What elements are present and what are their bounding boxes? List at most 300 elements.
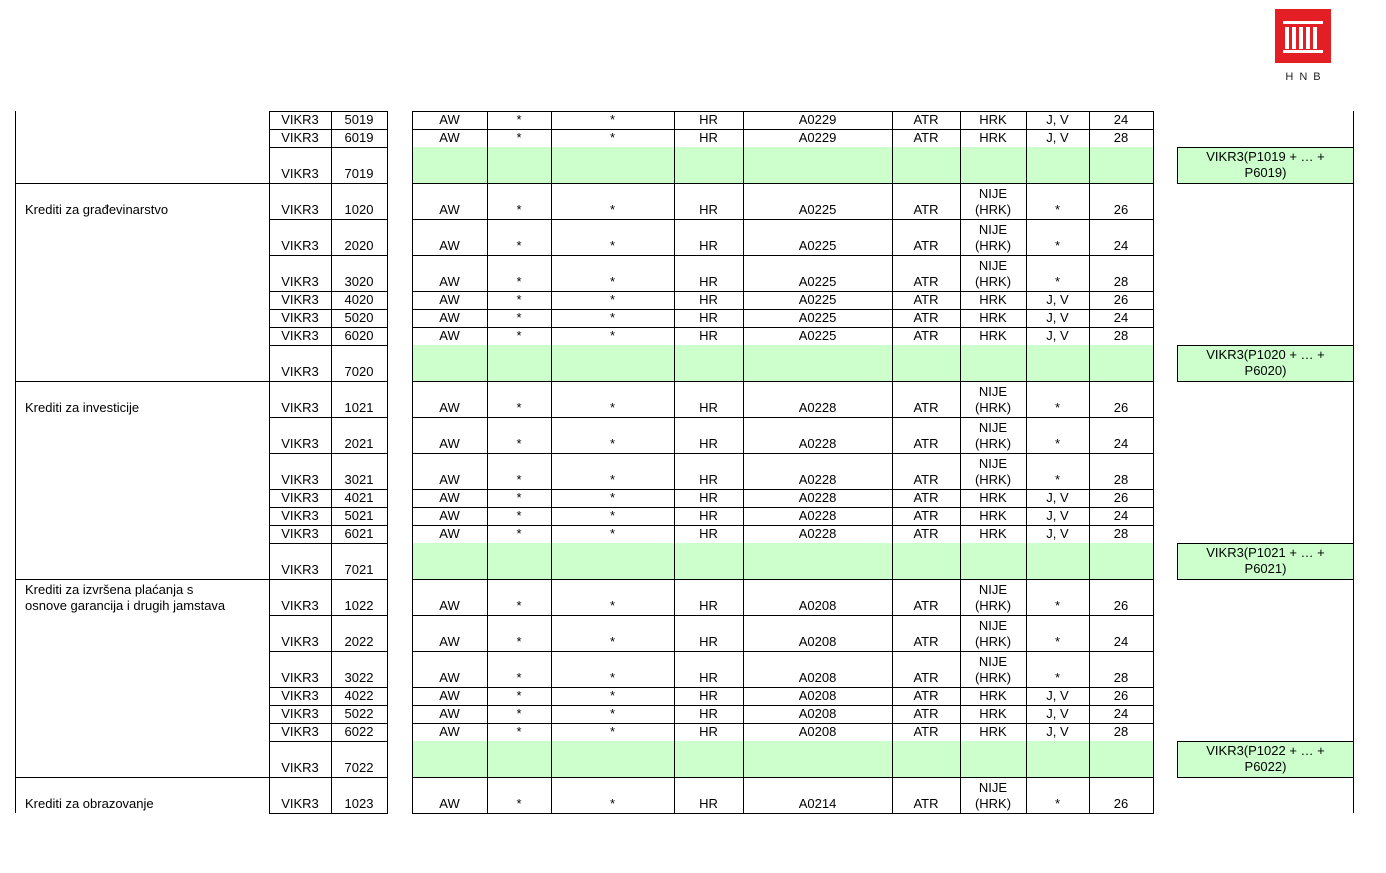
cell-pos: 4021 <box>344 490 374 505</box>
cell-c3: * <box>609 706 616 721</box>
cell-code: VIKR3 <box>281 292 319 307</box>
cell-pos: 2021 <box>344 436 374 451</box>
cell-code: VIKR3 <box>281 670 319 685</box>
row-border <box>269 417 388 418</box>
cell-c1: AW <box>439 796 460 811</box>
cell-code: VIKR3 <box>281 472 319 487</box>
cell-c8: J, V <box>1046 724 1069 739</box>
logo-text: HNB <box>1285 71 1327 83</box>
cell-pos: 5021 <box>344 508 374 523</box>
cell-c7: NIJE <box>978 186 1008 201</box>
row-border <box>269 183 388 184</box>
cell-pos: 7022 <box>344 760 374 775</box>
cell-c3: * <box>609 526 616 541</box>
cell-c7: (HRK) <box>974 796 1012 811</box>
cell-code: VIKR3 <box>281 760 319 775</box>
column-border <box>487 111 488 813</box>
cell-c1: AW <box>439 526 460 541</box>
cell-c7: HRK <box>979 706 1007 721</box>
cell-c7: HRK <box>979 130 1007 145</box>
cell-c6: ATR <box>913 598 939 613</box>
cell-c5: A0208 <box>798 706 837 721</box>
cell-c4: HR <box>699 472 718 487</box>
cell-c9: 26 <box>1113 400 1129 415</box>
sum-formula: P6019) <box>1244 165 1287 180</box>
cell-pos: 2020 <box>344 238 374 253</box>
cell-code: VIKR3 <box>281 634 319 649</box>
cell-c1: AW <box>439 670 460 685</box>
cell-c3: * <box>609 670 616 685</box>
cell-c7: NIJE <box>978 780 1008 795</box>
cell-c2: * <box>516 238 522 253</box>
cell-pos: 7021 <box>344 562 374 577</box>
cell-code: VIKR3 <box>281 400 319 415</box>
cell-c5: A0229 <box>798 130 837 145</box>
cell-c1: AW <box>439 472 460 487</box>
cell-pos: 3021 <box>344 472 374 487</box>
cell-c7: NIJE <box>978 258 1008 273</box>
sum-formula: P6020) <box>1244 363 1287 378</box>
cell-c3: * <box>609 112 616 127</box>
cell-c5: A0208 <box>798 724 837 739</box>
cell-c7: NIJE <box>978 582 1008 597</box>
cell-c2: * <box>516 436 522 451</box>
group-border <box>15 381 269 382</box>
group-border <box>15 777 269 778</box>
formula-border <box>1177 147 1354 148</box>
cell-c6: ATR <box>913 130 939 145</box>
cell-c3: * <box>609 724 616 739</box>
sum-formula: P6021) <box>1244 561 1287 576</box>
cell-pos: 4022 <box>344 688 374 703</box>
cell-c1: AW <box>439 328 460 343</box>
cell-c3: * <box>609 328 616 343</box>
cell-c8: * <box>1054 670 1061 685</box>
column-border <box>743 111 744 813</box>
column-border <box>1089 111 1090 813</box>
cell-c6: ATR <box>913 688 939 703</box>
cell-code: VIKR3 <box>281 526 319 541</box>
sum-row-fill <box>412 147 1153 183</box>
cell-c8: J, V <box>1046 112 1069 127</box>
cell-c8: * <box>1054 634 1061 649</box>
cell-pos: 6021 <box>344 526 374 541</box>
cell-c9: 28 <box>1113 274 1129 289</box>
cell-c7: HRK <box>979 526 1007 541</box>
cell-c5: A0225 <box>798 292 837 307</box>
cell-c3: * <box>609 490 616 505</box>
cell-c6: ATR <box>913 238 939 253</box>
cell-c9: 24 <box>1113 112 1129 127</box>
cell-c2: * <box>516 112 522 127</box>
cell-c1: AW <box>439 490 460 505</box>
cell-code: VIKR3 <box>281 562 319 577</box>
cell-pos: 4020 <box>344 292 374 307</box>
cell-c6: ATR <box>913 670 939 685</box>
row-border <box>269 219 388 220</box>
row-description: Krediti za obrazovanje <box>25 796 154 811</box>
cell-c2: * <box>516 130 522 145</box>
cell-c4: HR <box>699 490 718 505</box>
row-border <box>412 381 1154 382</box>
cell-c9: 28 <box>1113 724 1129 739</box>
cell-c2: * <box>516 472 522 487</box>
column-border <box>960 111 961 813</box>
cell-c2: * <box>516 688 522 703</box>
cell-c4: HR <box>699 310 718 325</box>
cell-code: VIKR3 <box>281 706 319 721</box>
row-border <box>269 543 388 544</box>
cell-c2: * <box>516 490 522 505</box>
cell-c7: HRK <box>979 328 1007 343</box>
cell-pos: 1021 <box>344 400 374 415</box>
cell-c8: * <box>1054 400 1061 415</box>
cell-c2: * <box>516 328 522 343</box>
cell-c4: HR <box>699 706 718 721</box>
row-description: Krediti za investicije <box>25 400 140 415</box>
cell-c6: ATR <box>913 490 939 505</box>
cell-c7: NIJE <box>978 222 1008 237</box>
cell-c5: A0208 <box>798 634 837 649</box>
cell-c2: * <box>516 526 522 541</box>
column-border <box>892 111 893 813</box>
row-border <box>412 417 1154 418</box>
cell-c1: AW <box>439 724 460 739</box>
cell-c9: 26 <box>1113 796 1129 811</box>
cell-c1: AW <box>439 112 460 127</box>
cell-c3: * <box>609 472 616 487</box>
cell-c2: * <box>516 598 522 613</box>
cell-c8: * <box>1054 436 1061 451</box>
cell-c4: HR <box>699 598 718 613</box>
cell-c8: * <box>1054 796 1061 811</box>
sum-formula: VIKR3(P1022 + … + <box>1206 743 1325 758</box>
cell-c6: ATR <box>913 112 939 127</box>
cell-c5: A0228 <box>798 400 837 415</box>
row-border <box>412 579 1154 580</box>
row-border <box>269 741 388 742</box>
row-border <box>269 651 388 652</box>
cell-c3: * <box>609 634 616 649</box>
cell-pos: 1023 <box>344 796 374 811</box>
row-border <box>269 111 388 112</box>
cell-c7: NIJE <box>978 654 1008 669</box>
row-border <box>412 615 1154 616</box>
row-border <box>412 255 1154 256</box>
cell-c8: J, V <box>1046 310 1069 325</box>
cell-c4: HR <box>699 400 718 415</box>
cell-c5: A0228 <box>798 508 837 523</box>
cell-c6: ATR <box>913 634 939 649</box>
column-border <box>1026 111 1027 813</box>
cell-c4: HR <box>699 526 718 541</box>
cell-c5: A0225 <box>798 274 837 289</box>
sum-formula: P6022) <box>1244 759 1287 774</box>
cell-c5: A0208 <box>798 688 837 703</box>
cell-code: VIKR3 <box>281 598 319 613</box>
cell-c2: * <box>516 292 522 307</box>
cell-c4: HR <box>699 796 718 811</box>
column-border <box>674 111 675 813</box>
cell-c9: 24 <box>1113 634 1129 649</box>
row-border <box>269 813 388 814</box>
cell-c4: HR <box>699 670 718 685</box>
cell-c5: A0228 <box>798 436 837 451</box>
cell-c8: J, V <box>1046 526 1069 541</box>
cell-c7: (HRK) <box>974 274 1012 289</box>
cell-c2: * <box>516 274 522 289</box>
cell-c5: A0228 <box>798 472 837 487</box>
cell-c3: * <box>609 688 616 703</box>
formula-border <box>1177 777 1354 778</box>
cell-c7: (HRK) <box>974 472 1012 487</box>
column-border <box>412 111 413 813</box>
cell-c5: A0214 <box>798 796 837 811</box>
cell-c1: AW <box>439 130 460 145</box>
cell-c7: HRK <box>979 724 1007 739</box>
cell-pos: 5022 <box>344 706 374 721</box>
formula-border <box>1177 741 1354 742</box>
cell-pos: 6019 <box>344 130 374 145</box>
cell-c6: ATR <box>913 202 939 217</box>
cell-c3: * <box>609 436 616 451</box>
cell-c6: ATR <box>913 796 939 811</box>
cell-c8: J, V <box>1046 130 1069 145</box>
cell-c9: 26 <box>1113 490 1129 505</box>
formula-border <box>1177 381 1354 382</box>
cell-pos: 2022 <box>344 634 374 649</box>
cell-c7: (HRK) <box>974 436 1012 451</box>
sum-row-fill <box>412 345 1153 381</box>
cell-c1: AW <box>439 292 460 307</box>
cell-pos: 6022 <box>344 724 374 739</box>
cell-c6: ATR <box>913 274 939 289</box>
cell-c3: * <box>609 400 616 415</box>
row-border <box>269 777 388 778</box>
cell-c9: 24 <box>1113 310 1129 325</box>
row-border <box>412 453 1154 454</box>
cell-c4: HR <box>699 436 718 451</box>
sum-formula: VIKR3(P1020 + … + <box>1206 347 1325 362</box>
cell-c6: ATR <box>913 310 939 325</box>
cell-c1: AW <box>439 400 460 415</box>
cell-c6: ATR <box>913 526 939 541</box>
cell-c7: HRK <box>979 310 1007 325</box>
row-description: Krediti za građevinarstvo <box>25 202 169 217</box>
row-border <box>269 255 388 256</box>
sum-formula: VIKR3(P1019 + … + <box>1206 149 1325 164</box>
cell-c4: HR <box>699 202 718 217</box>
cell-c7: (HRK) <box>974 400 1012 415</box>
cell-c8: J, V <box>1046 688 1069 703</box>
cell-code: VIKR3 <box>281 508 319 523</box>
cell-c4: HR <box>699 508 718 523</box>
cell-c5: A0225 <box>798 328 837 343</box>
column-border <box>1353 111 1354 813</box>
column-border <box>387 111 388 813</box>
cell-c7: HRK <box>979 112 1007 127</box>
cell-c5: A0225 <box>798 310 837 325</box>
cell-c3: * <box>609 238 616 253</box>
cell-pos: 5019 <box>344 112 374 127</box>
cell-c6: ATR <box>913 706 939 721</box>
cell-c8: J, V <box>1046 706 1069 721</box>
cell-c8: * <box>1054 472 1061 487</box>
cell-c3: * <box>609 598 616 613</box>
cell-c1: AW <box>439 634 460 649</box>
row-border <box>269 147 388 148</box>
cell-c2: * <box>516 706 522 721</box>
cell-c5: A0229 <box>798 112 837 127</box>
column-border <box>15 111 16 813</box>
cell-code: VIKR3 <box>281 364 319 379</box>
cell-c8: J, V <box>1046 490 1069 505</box>
cell-c8: * <box>1054 238 1061 253</box>
cell-code: VIKR3 <box>281 202 319 217</box>
cell-c7: (HRK) <box>974 598 1012 613</box>
row-border <box>269 453 388 454</box>
cell-c1: AW <box>439 436 460 451</box>
cell-c7: HRK <box>979 292 1007 307</box>
cell-c5: A0208 <box>798 670 837 685</box>
cell-c3: * <box>609 130 616 145</box>
cell-c2: * <box>516 634 522 649</box>
cell-c9: 28 <box>1113 130 1129 145</box>
cell-c7: NIJE <box>978 384 1008 399</box>
cell-c1: AW <box>439 310 460 325</box>
cell-pos: 3020 <box>344 274 374 289</box>
cell-code: VIKR3 <box>281 688 319 703</box>
cell-c7: (HRK) <box>974 202 1012 217</box>
cell-c6: ATR <box>913 400 939 415</box>
cell-c3: * <box>609 202 616 217</box>
cell-c4: HR <box>699 112 718 127</box>
cell-c8: * <box>1054 598 1061 613</box>
cell-c9: 26 <box>1113 598 1129 613</box>
formula-border <box>1177 345 1354 346</box>
cell-c9: 28 <box>1113 472 1129 487</box>
cell-c3: * <box>609 310 616 325</box>
row-border <box>412 183 1154 184</box>
sum-formula: VIKR3(P1021 + … + <box>1206 545 1325 560</box>
cell-c6: ATR <box>913 328 939 343</box>
cell-c7: (HRK) <box>974 670 1012 685</box>
cell-c8: J, V <box>1046 328 1069 343</box>
cell-c7: (HRK) <box>974 634 1012 649</box>
cell-c8: J, V <box>1046 508 1069 523</box>
column-border <box>551 111 552 813</box>
cell-c4: HR <box>699 724 718 739</box>
cell-c9: 28 <box>1113 670 1129 685</box>
cell-c5: A0228 <box>798 490 837 505</box>
cell-c7: NIJE <box>978 456 1008 471</box>
formula-border <box>1177 183 1354 184</box>
cell-pos: 1020 <box>344 202 374 217</box>
cell-c2: * <box>516 310 522 325</box>
row-border <box>269 381 388 382</box>
cell-code: VIKR3 <box>281 166 319 181</box>
cell-c4: HR <box>699 238 718 253</box>
cell-c5: A0225 <box>798 202 837 217</box>
row-border <box>412 777 1154 778</box>
cell-code: VIKR3 <box>281 274 319 289</box>
cell-c6: ATR <box>913 508 939 523</box>
cell-c8: * <box>1054 274 1061 289</box>
cell-c7: HRK <box>979 688 1007 703</box>
cell-c1: AW <box>439 274 460 289</box>
cell-c7: HRK <box>979 490 1007 505</box>
row-border <box>269 579 388 580</box>
cell-c4: HR <box>699 634 718 649</box>
cell-c7: (HRK) <box>974 238 1012 253</box>
cell-pos: 1022 <box>344 598 374 613</box>
sum-row-fill <box>412 543 1153 579</box>
row-description: Krediti za izvršena plaćanja s <box>25 582 194 597</box>
row-border <box>412 219 1154 220</box>
cell-pos: 7019 <box>344 166 374 181</box>
cell-c1: AW <box>439 238 460 253</box>
row-border <box>412 651 1154 652</box>
cell-code: VIKR3 <box>281 724 319 739</box>
cell-c6: ATR <box>913 724 939 739</box>
cell-c9: 26 <box>1113 292 1129 307</box>
cell-code: VIKR3 <box>281 310 319 325</box>
cell-c2: * <box>516 400 522 415</box>
cell-pos: 3022 <box>344 670 374 685</box>
cell-code: VIKR3 <box>281 490 319 505</box>
cell-c4: HR <box>699 292 718 307</box>
cell-c6: ATR <box>913 436 939 451</box>
cell-pos: 7020 <box>344 364 374 379</box>
cell-c1: AW <box>439 688 460 703</box>
cell-c9: 26 <box>1113 688 1129 703</box>
cell-c1: AW <box>439 706 460 721</box>
cell-c9: 24 <box>1113 238 1129 253</box>
cell-c4: HR <box>699 688 718 703</box>
formula-border <box>1177 543 1354 544</box>
cell-c3: * <box>609 508 616 523</box>
cell-code: VIKR3 <box>281 112 319 127</box>
cell-c3: * <box>609 274 616 289</box>
cell-code: VIKR3 <box>281 796 319 811</box>
row-border <box>269 345 388 346</box>
cell-c7: HRK <box>979 508 1007 523</box>
cell-c8: * <box>1054 202 1061 217</box>
cell-c9: 24 <box>1113 436 1129 451</box>
cell-c2: * <box>516 724 522 739</box>
cell-c2: * <box>516 202 522 217</box>
cell-c5: A0228 <box>798 526 837 541</box>
cell-c1: AW <box>439 598 460 613</box>
cell-c7: NIJE <box>978 618 1008 633</box>
cell-c2: * <box>516 796 522 811</box>
cell-code: VIKR3 <box>281 238 319 253</box>
cell-c6: ATR <box>913 292 939 307</box>
cell-c6: ATR <box>913 472 939 487</box>
cell-c3: * <box>609 292 616 307</box>
cell-pos: 5020 <box>344 310 374 325</box>
cell-c4: HR <box>699 274 718 289</box>
cell-pos: 6020 <box>344 328 374 343</box>
column-border <box>269 111 270 813</box>
formula-border <box>1177 579 1354 580</box>
cell-c4: HR <box>699 328 718 343</box>
cell-c2: * <box>516 670 522 685</box>
sum-row-fill <box>412 741 1153 777</box>
group-border <box>15 183 269 184</box>
row-description: osnove garancija i drugih jamstava <box>25 598 226 613</box>
cell-c4: HR <box>699 130 718 145</box>
